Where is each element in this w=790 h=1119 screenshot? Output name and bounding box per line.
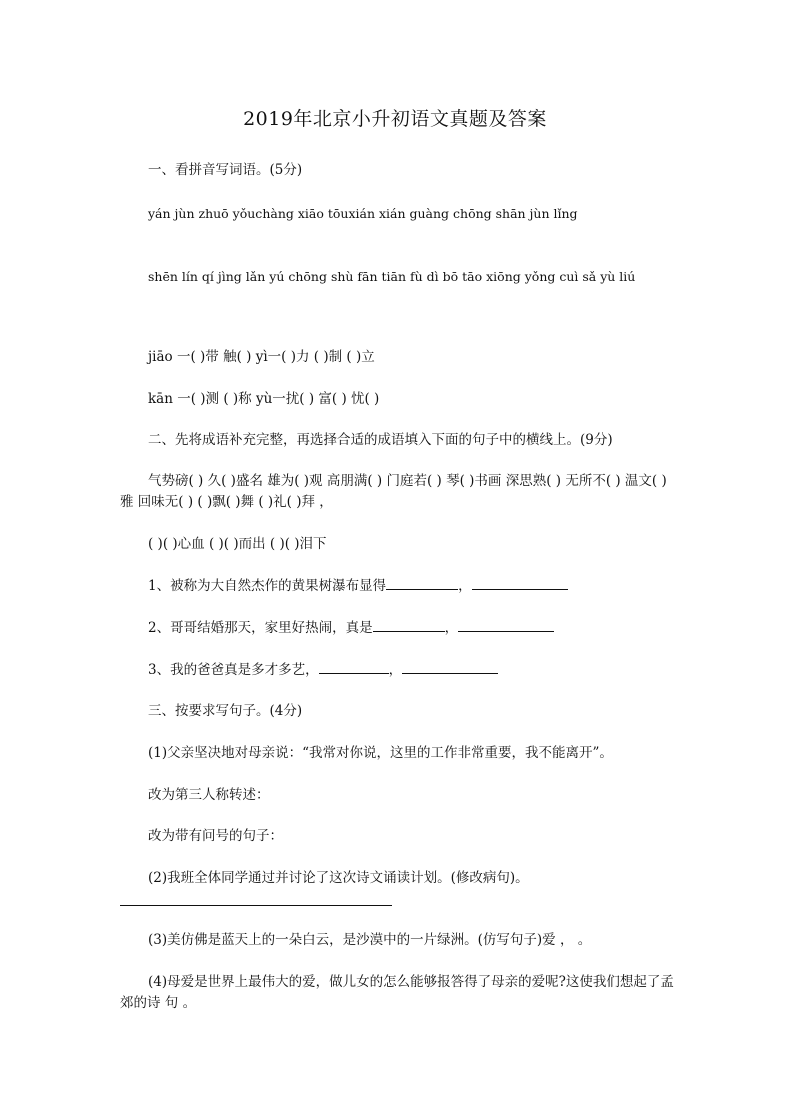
- document-title: 2019年北京小升初语文真题及答案: [243, 108, 547, 130]
- idioms-line-3: ( )( )心血 ( )( )而出 ( )( )泪下: [148, 536, 327, 552]
- fill-question-2: [148, 617, 554, 638]
- sentence-1-task-b: 改为带有问号的句子：: [148, 828, 283, 844]
- fill-question-1: [148, 575, 568, 596]
- sentence-2: (2)我班全体同学通过并讨论了这次诗文诵读计划。(修改病句)。: [148, 870, 529, 886]
- sentence-3: (3)美仿佛是蓝天上的一朵白云，是沙漠中的一片绿洲。(仿写句子)爱 ， 。: [148, 932, 592, 948]
- answer-blank[interactable]: [458, 617, 554, 632]
- sentence-1: (1)父亲坚决地对母亲说：“我常对你说，这里的工作非常重要，我不能离开”。: [148, 745, 613, 761]
- answer-blank[interactable]: [386, 575, 458, 590]
- kan-question: kān 一( )测 ( )称 yù一扰( ) 富( ) 忧( ): [148, 391, 380, 407]
- pinyin-line-1: yán jùn zhuō yǒuchàng xiāo tōuxián xián guàng chōng shān jùn lǐng: [148, 206, 578, 221]
- fill-question-2-text: 2、哥哥结婚那天，家里好热闹，真是: [148, 620, 373, 636]
- sentence-4: (4)母爱是世界上最伟大的爱，做儿女的怎么能够报答得了母亲的爱呢?这使我们想起了孟郊的诗 句 。: [120, 974, 674, 1011]
- section2-heading: 二、先将成语补充完整，再选择合适的成语填入下面的句子中的横线上。(9分): [148, 432, 613, 448]
- section3-heading: 三、按要求写句子。(4分): [148, 703, 303, 719]
- idioms-paragraph: 气势磅( ) 久( )盛名 雄为( )观 高朋满( ) 门庭若( ) 琴( )书画 深思熟( ) 无所不( ) 温文( )雅 回味无( ) ( )飘( )舞 ( )礼( )拜 ，: [120, 473, 667, 510]
- pinyin-line-2: shēn lín qí jìng lǎn yú chōng shù fān tiān fù dì bō tāo xiōng yǒng cuì sǎ yù liú: [148, 269, 636, 284]
- section1-heading: 一、看拼音写词语。(5分): [148, 162, 303, 178]
- sentence-1-task-a: 改为第三人称转述：: [148, 787, 270, 803]
- answer-blank[interactable]: [402, 659, 498, 674]
- separator: ，: [444, 620, 459, 636]
- answer-blank[interactable]: [373, 617, 445, 632]
- separator: ，: [458, 578, 472, 594]
- fill-question-3-text: 3、我的爸爸真是多才多艺，: [148, 662, 319, 678]
- answer-blank[interactable]: [319, 659, 389, 674]
- fill-question-1-text: 1、被称为大自然杰作的黄果树瀑布显得: [148, 578, 387, 594]
- separator: ，: [388, 662, 403, 678]
- fill-question-3: [148, 659, 498, 680]
- jiao-question: jiāo 一( )带 触( ) yì一( )力 ( )制 ( )立: [148, 349, 375, 365]
- answer-blank[interactable]: [472, 575, 568, 590]
- answer-line[interactable]: [120, 905, 392, 906]
